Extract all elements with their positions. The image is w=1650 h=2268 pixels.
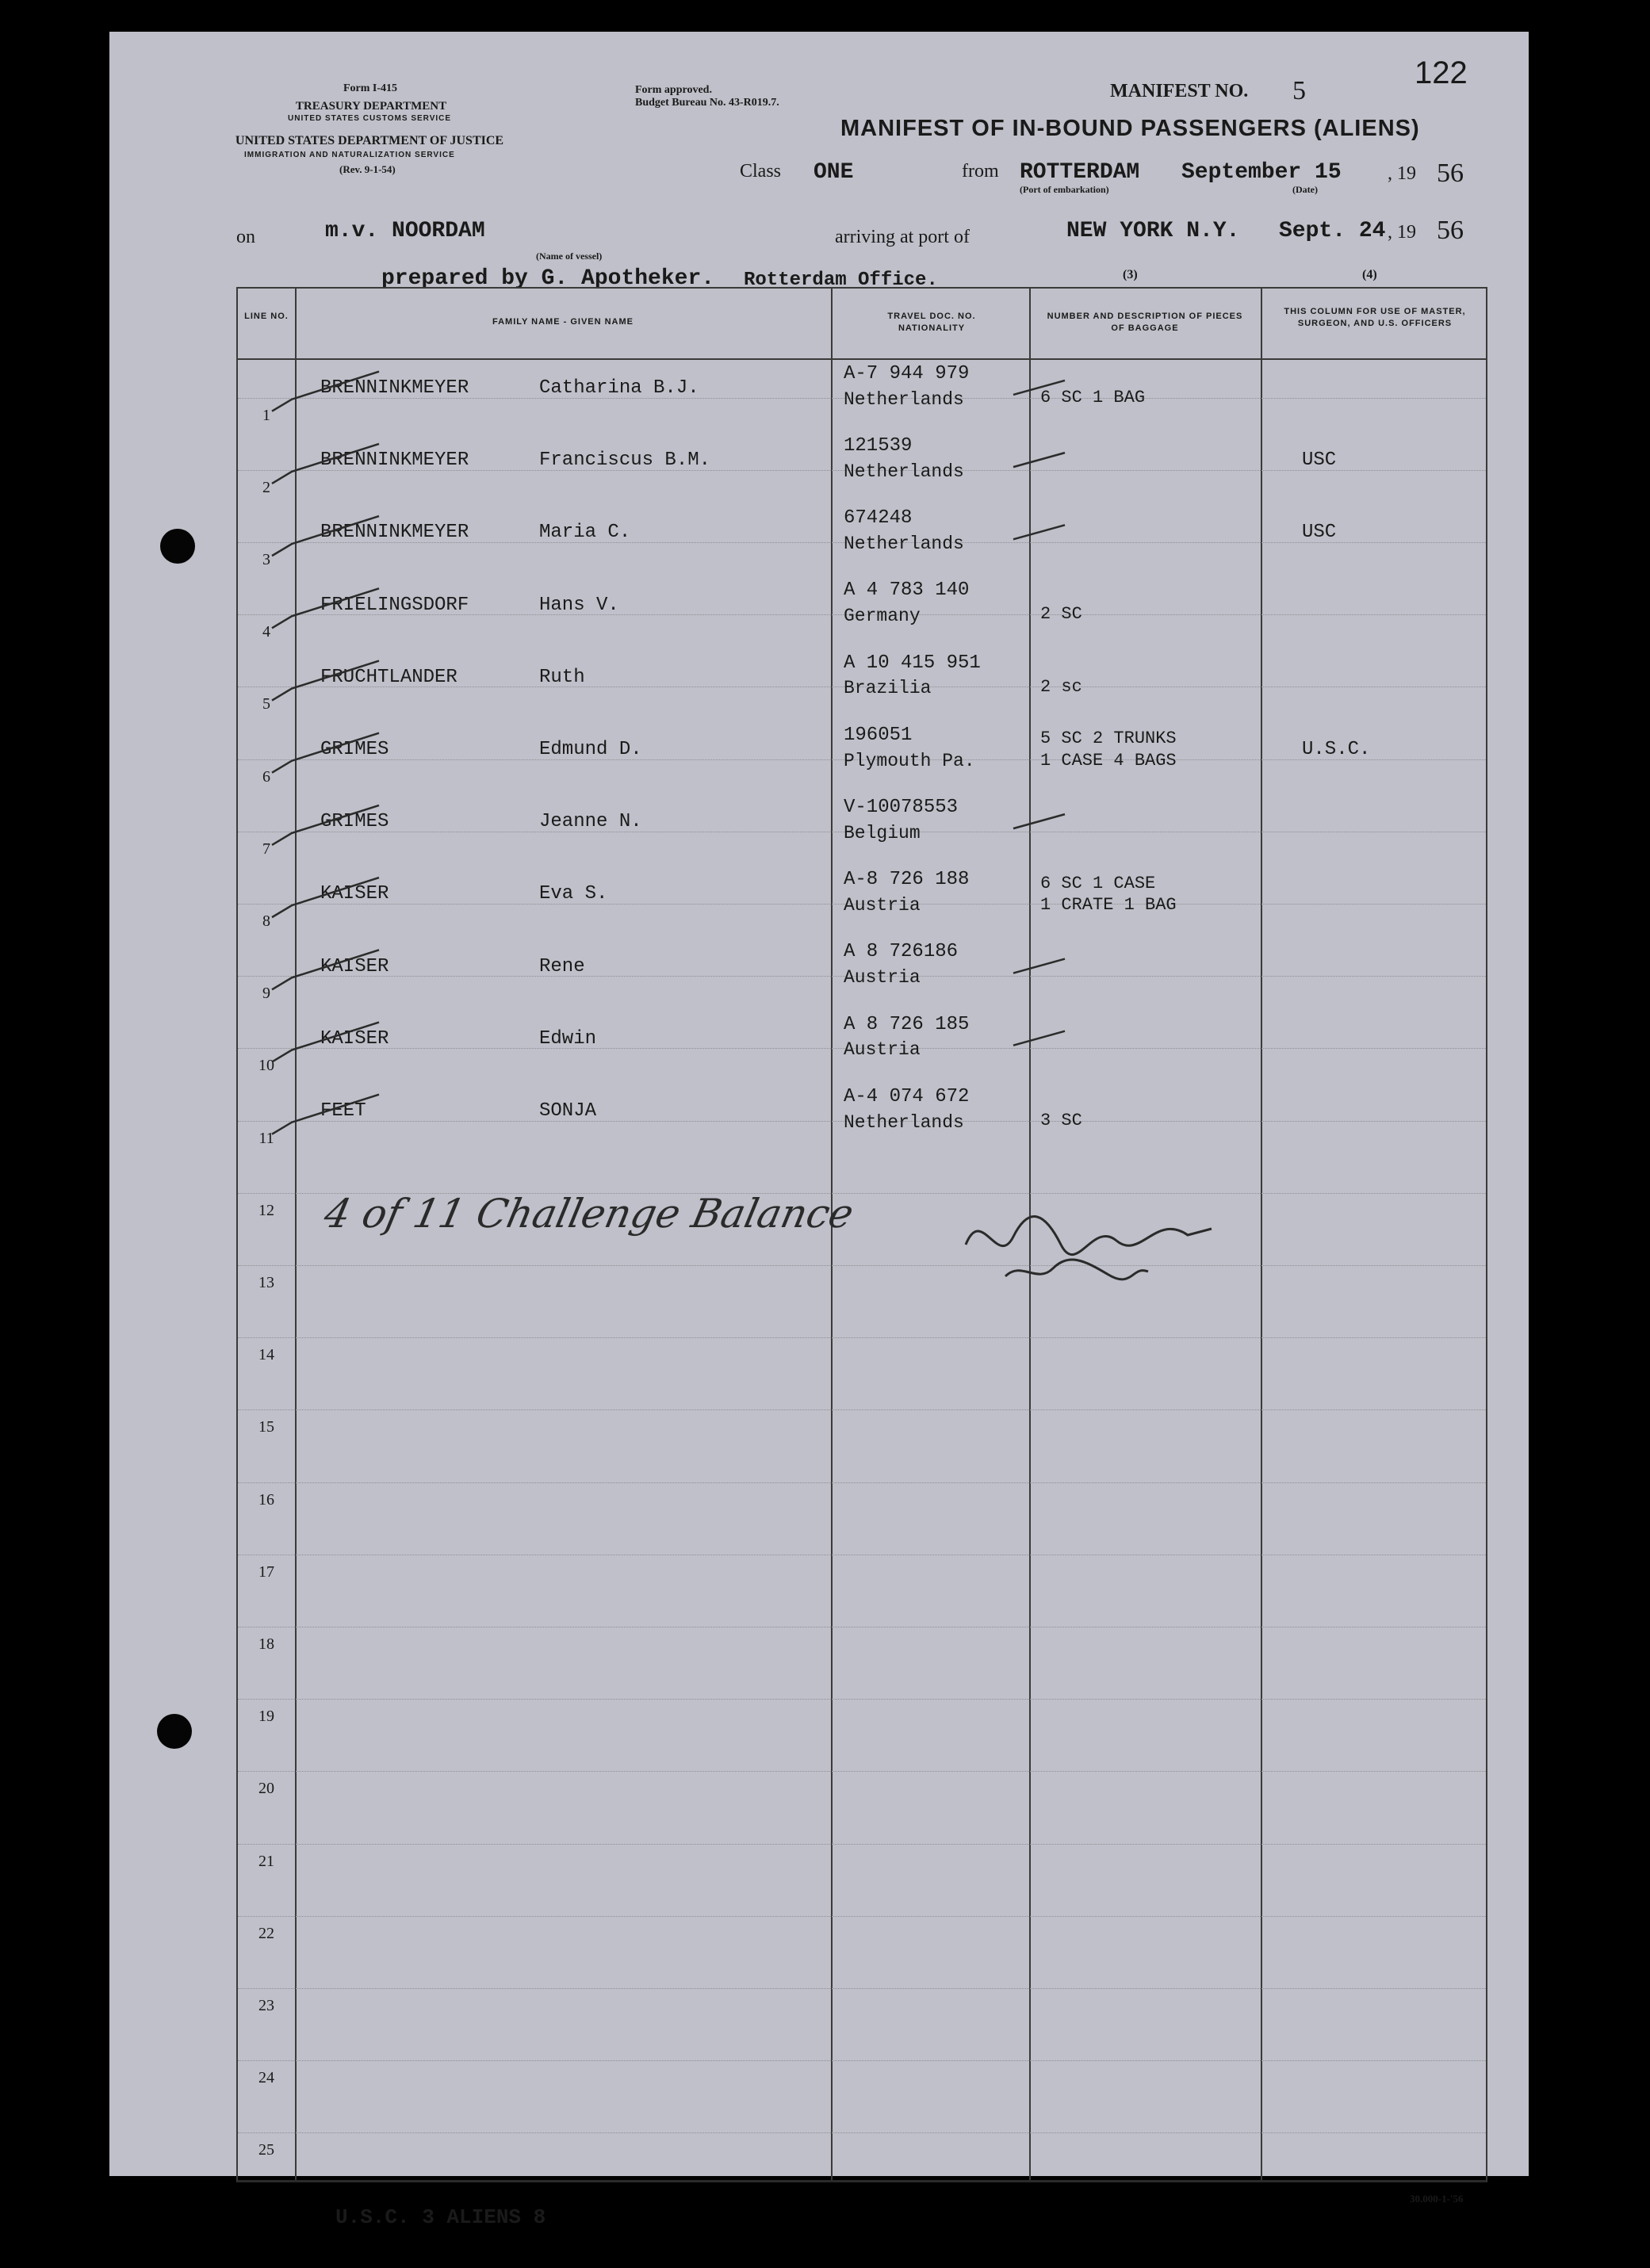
baggage-desc: 6 SC 1 BAG (1040, 387, 1146, 407)
line-number: 6 (262, 767, 270, 786)
checkmark (272, 588, 379, 628)
line-number: 11 (258, 1129, 274, 1147)
form-number: Form I-415 (343, 82, 398, 94)
travel-doc-number: A-4 074 672 (844, 1085, 970, 1107)
nationality: Germany (844, 606, 921, 627)
given-name: Maria C. (539, 522, 631, 544)
arrival-date: Sept. 24 (1279, 219, 1386, 243)
line-number: 25 (258, 2141, 274, 2159)
line-number: 3 (262, 550, 270, 568)
form-approved: Form approved. (635, 84, 712, 96)
baggage-desc: 5 SC 2 TRUNKS (1040, 729, 1177, 749)
line-number: 12 (258, 1201, 274, 1219)
col-header-travel: TRAVEL DOC. NO. NATIONALITY (887, 312, 976, 333)
page-number: 122 (1415, 55, 1468, 90)
travel-doc-number: A 8 726186 (844, 941, 959, 963)
tick-stroke (1013, 814, 1065, 828)
family-name: FRIELINGSDORF (320, 594, 469, 616)
departure-date: September 15 (1181, 160, 1342, 185)
handwritten-signature (958, 1189, 1227, 1300)
nationality: Austria (844, 1039, 921, 1061)
baggage-desc-2: 1 CRATE 1 BAG (1040, 895, 1177, 916)
given-name: Edmund D. (539, 739, 642, 761)
nationality: Austria (844, 895, 921, 916)
line-number: 22 (258, 1924, 274, 1942)
treasury-dept: TREASURY DEPARTMENT (295, 100, 447, 113)
line-number: 5 (262, 695, 270, 713)
vessel-caption: (Name of vessel) (536, 251, 603, 262)
col-header-officers: THIS COLUMN FOR USE OF MASTER, SURGEON, AND U.S. OFFICERS (1284, 307, 1466, 328)
arrival-year-prefix: , 19 (1388, 222, 1416, 243)
date-caption: (Date) (1292, 184, 1318, 195)
family-name: GRIMES (320, 811, 389, 833)
line-number: 24 (258, 2069, 274, 2087)
checkmark (272, 516, 379, 556)
line-number: 2 (262, 478, 270, 496)
given-name: Jeanne N. (539, 811, 642, 833)
vessel-name: m.v. NOORDAM (325, 219, 485, 243)
travel-doc-number: A 10 415 951 (844, 652, 981, 674)
given-name: Rene (539, 955, 585, 977)
given-name: Franciscus B.M. (539, 449, 711, 472)
travel-doc-number: A 4 783 140 (844, 579, 970, 602)
line-number: 13 (258, 1273, 274, 1291)
document-title: MANIFEST OF IN-BOUND PASSENGERS (ALIENS) (840, 116, 1420, 141)
checkmark (272, 878, 379, 917)
line-number: 14 (258, 1346, 274, 1364)
checkmark (272, 444, 379, 484)
given-name: Hans V. (539, 594, 619, 616)
arriving-label: arriving at port of (835, 227, 970, 247)
revision: (Rev. 9-1-54) (339, 163, 396, 175)
col4-number: (4) (1362, 268, 1377, 281)
travel-doc-number: A-7 944 979 (844, 362, 970, 384)
travel-doc-number: A-8 726 188 (844, 869, 970, 891)
line-number: 17 (258, 1562, 274, 1581)
line-number: 7 (262, 840, 270, 858)
given-name: Catharina B.J. (539, 377, 699, 400)
hand-annotations (109, 32, 1529, 2176)
baggage-desc: 2 sc (1040, 676, 1082, 697)
class-value: ONE (814, 160, 854, 185)
checkmark (272, 950, 379, 989)
from-label: from (962, 161, 999, 182)
travel-doc-number: 121539 (844, 435, 913, 457)
family-name: KAISER (320, 1027, 389, 1050)
line-number: 23 (258, 1996, 274, 2014)
baggage-desc: 3 SC (1040, 1110, 1082, 1130)
family-name: BRENNINKMEYER (320, 449, 469, 472)
checkmark (272, 733, 379, 773)
family-name: FRUCHTLANDER (320, 666, 457, 688)
nationality: Austria (844, 967, 921, 989)
footer-summary: U.S.C. 3 ALIENS 8 (335, 2205, 546, 2229)
family-name: GRIMES (320, 739, 389, 761)
nationality: Netherlands (844, 1111, 964, 1133)
budget-bureau: Budget Bureau No. 43-R019.7. (635, 97, 779, 109)
line-number: 21 (258, 1852, 274, 1870)
officer-note: USC (1302, 522, 1337, 544)
given-name: Ruth (539, 666, 585, 688)
office: Rotterdam Office. (744, 270, 938, 291)
line-number: 18 (258, 1635, 274, 1653)
checkmark (272, 1023, 379, 1062)
tick-stroke (1013, 381, 1065, 395)
print-code: 30.000-1-'56 (1410, 2193, 1464, 2205)
line-number: 9 (262, 985, 270, 1003)
tick-stroke (1013, 1031, 1065, 1046)
nationality: Belgium (844, 822, 921, 843)
line-number: 4 (262, 623, 270, 641)
nationality: Netherlands (844, 461, 964, 482)
arrival-year: 56 (1437, 216, 1464, 245)
given-name: Edwin (539, 1027, 597, 1050)
family-name: KAISER (320, 955, 389, 977)
nationality: Netherlands (844, 388, 964, 410)
col-header-line: LINE NO. (244, 312, 289, 321)
family-name: BRENNINKMEYER (320, 522, 469, 544)
family-name: FEET (320, 1100, 366, 1123)
port-embark-caption: (Port of embarkation) (1020, 184, 1109, 195)
justice-dept: UNITED STATES DEPARTMENT OF JUSTICE (235, 134, 504, 147)
officer-note: U.S.C. (1302, 739, 1371, 761)
col-header-name: FAMILY NAME - GIVEN NAME (492, 317, 634, 327)
line-number: 8 (262, 912, 270, 930)
officer-note: USC (1302, 449, 1337, 472)
checkmark (272, 1095, 379, 1134)
baggage-desc: 2 SC (1040, 604, 1082, 625)
checkmark (272, 372, 379, 411)
manifest-number: 5 (1292, 76, 1306, 105)
nationality: Plymouth Pa. (844, 750, 975, 771)
travel-doc-number: 674248 (844, 507, 913, 530)
given-name: SONJA (539, 1100, 597, 1123)
travel-doc-number: V-10078553 (844, 797, 959, 818)
given-name: Eva S. (539, 883, 608, 905)
line-number: 15 (258, 1418, 274, 1436)
col-header-baggage: NUMBER AND DESCRIPTION OF PIECES OF BAGGAGE (1047, 312, 1243, 333)
line-number: 20 (258, 1780, 274, 1798)
tick-stroke (1013, 453, 1065, 467)
line-number: 1 (262, 406, 270, 424)
line-number: 19 (258, 1708, 274, 1726)
baggage-desc: 6 SC 1 CASE (1040, 873, 1156, 893)
year-prefix: , 19 (1388, 163, 1416, 184)
tick-stroke (1013, 959, 1065, 973)
col3-number: (3) (1123, 268, 1138, 281)
baggage-desc-2: 1 CASE 4 BAGS (1040, 750, 1177, 771)
prepared-by: prepared by G. Apotheker. (381, 266, 715, 291)
handwritten-note: 4 of 11 Challenge Balance (320, 1191, 858, 1237)
checkmark (272, 805, 379, 845)
family-name: KAISER (320, 883, 389, 905)
manifest-label: MANIFEST NO. (1110, 81, 1249, 101)
arrival-port: NEW YORK N.Y. (1066, 219, 1240, 243)
line-number: 16 (258, 1490, 274, 1509)
customs-service: UNITED STATES CUSTOMS SERVICE (288, 114, 452, 123)
port-of-embarkation: ROTTERDAM (1020, 160, 1140, 185)
travel-doc-number: A 8 726 185 (844, 1013, 970, 1035)
tick-stroke (1013, 525, 1065, 539)
ins-service: IMMIGRATION AND NATURALIZATION SERVICE (244, 151, 455, 159)
checkmark (272, 661, 379, 701)
manifest-sheet (109, 32, 1529, 2229)
family-name: BRENNINKMEYER (320, 377, 469, 400)
on-label: on (236, 227, 255, 247)
line-number: 10 (258, 1057, 274, 1075)
nationality: Netherlands (844, 534, 964, 555)
nationality: Brazilia (844, 678, 932, 699)
travel-doc-number: 196051 (844, 724, 913, 746)
year-value: 56 (1437, 159, 1464, 188)
class-label: Class (740, 161, 782, 182)
